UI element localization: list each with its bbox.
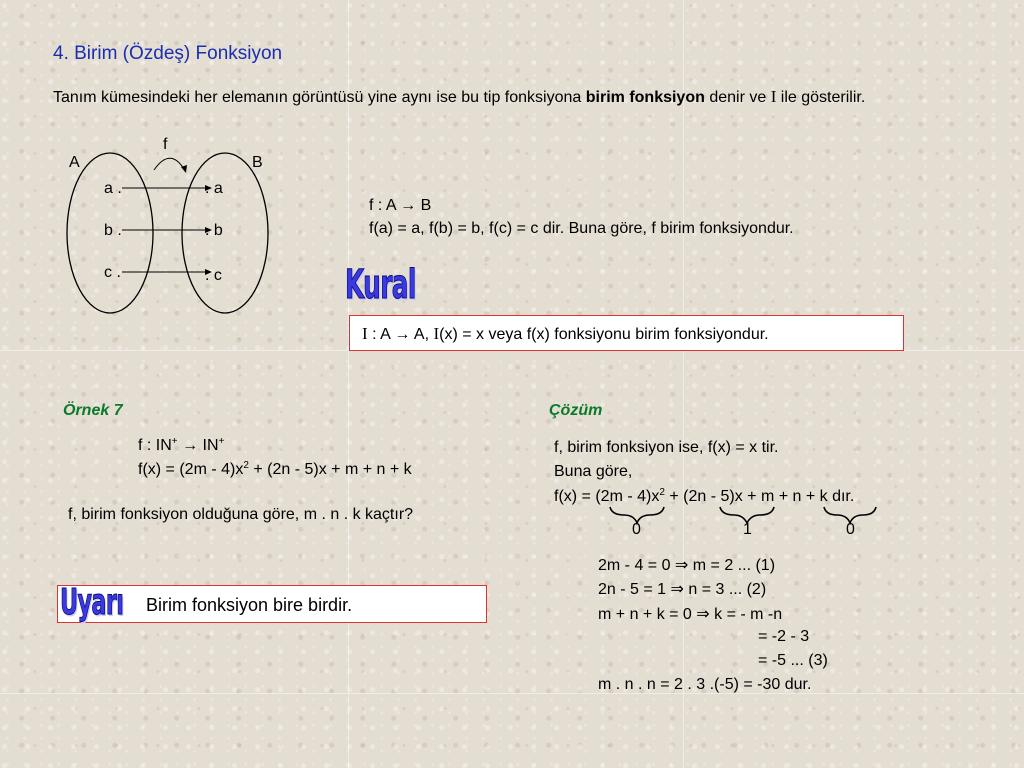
solution-step: m + n + k = 0 ⇒ k = - m -n — [598, 606, 783, 623]
superscript: + — [218, 436, 225, 447]
set-a-label: A — [69, 154, 80, 171]
definition-line-1 — [369, 197, 431, 215]
example-line-1 — [138, 436, 224, 455]
superscript: 2 — [243, 460, 249, 471]
example-question: f, birim fonksiyon olduğuna göre, m . n . k kaçtır? — [68, 506, 414, 523]
solution-line: f, birim fonksiyon ise, f(x) = x tir. — [554, 439, 779, 456]
superscript: + — [171, 436, 178, 447]
example-line-2 — [138, 460, 412, 479]
set-b-label: B — [252, 154, 263, 171]
solution-step: 2n - 5 = 1 ⇒ n = 3 ... (2) — [598, 581, 767, 598]
function-curve-arrow — [154, 158, 184, 170]
grid-line — [683, 0, 684, 768]
identity-symbol: I — [362, 324, 368, 343]
example-text: IN — [198, 437, 219, 454]
set-b-element: . b — [205, 222, 223, 239]
solution-text: f(x) = (2m - 4)x — [554, 488, 660, 505]
kural-wordart: Kural — [345, 262, 416, 308]
example-text: + (2n - 5)x + m + n + k — [248, 461, 412, 478]
identity-symbol: I — [770, 87, 777, 106]
page-title: 4. Birim (Özdeş) Fonksiyon — [53, 43, 283, 64]
solution-text: + (2n - 5)x + m + n + k dır. — [664, 488, 855, 505]
arrow-icon: → — [182, 437, 199, 454]
example-text: f : IN — [138, 437, 172, 454]
kural-text-part: : A — [367, 326, 395, 343]
definition-text: B — [416, 197, 432, 214]
arrow-icon: → — [400, 197, 417, 214]
example-text: f(x) = (2m - 4)x — [138, 461, 244, 478]
mapping-diagram — [60, 135, 280, 320]
solution-step: 2m - 4 = 0 ⇒ m = 2 ... (1) — [598, 557, 776, 574]
intro-paragraph — [53, 85, 1013, 109]
set-a-element: b . — [104, 222, 122, 239]
solution-step: = -5 ... (3) — [758, 652, 828, 669]
grid-line — [348, 0, 349, 768]
identity-symbol: I — [433, 324, 440, 343]
solution-step: = -2 - 3 — [758, 628, 810, 645]
solution-final: m . n . n = 2 . 3 .(-5) = -30 dur. — [598, 676, 812, 693]
intro-text: denir ve — [704, 89, 771, 106]
intro-bold-term: birim fonksiyon — [585, 89, 705, 106]
kural-text-part: (x) = x veya f(x) fonksiyonu birim fonksiyondur. — [439, 326, 769, 343]
set-a-element: a . — [104, 180, 122, 197]
kural-text-part: A, — [410, 326, 434, 343]
grid-line — [0, 693, 1024, 694]
set-b-ellipse — [182, 153, 268, 313]
warning-text: Birim fonksiyon bire birdir. — [146, 595, 353, 615]
brace-value: 1 — [743, 521, 752, 538]
superscript: 2 — [659, 487, 665, 498]
intro-text: Tanım kümesindeki her elemanın görüntüsü yine aynı ise bu tip fonksiyona — [53, 89, 586, 106]
definition-text: f : A — [369, 197, 401, 214]
brace-value: 0 — [632, 521, 641, 538]
solution-line: Buna göre, — [554, 463, 633, 480]
arrow-icon: → — [394, 326, 411, 343]
set-b-element: . c — [205, 267, 222, 284]
solution-label: Çözüm — [549, 402, 603, 419]
uyari-wordart: Uyarı — [60, 582, 124, 623]
function-label: f — [163, 136, 168, 153]
set-a-element: c . — [104, 264, 121, 281]
brace-value: 0 — [846, 521, 855, 538]
definition-line-2: f(a) = a, f(b) = b, f(c) = c dir. Buna göre, f birim fonksiyondur. — [369, 220, 794, 237]
example-label: Örnek 7 — [63, 402, 123, 419]
set-b-element: . a — [205, 180, 223, 197]
intro-text: ile gösterilir. — [776, 89, 866, 106]
kural-text — [362, 324, 769, 344]
